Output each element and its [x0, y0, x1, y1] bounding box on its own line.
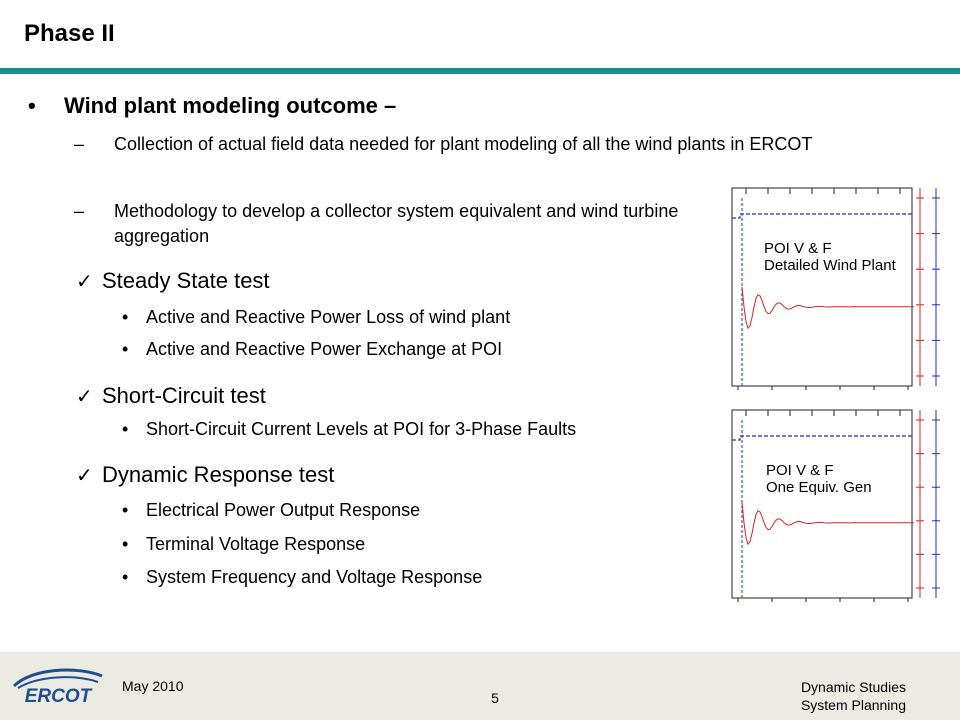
- sub-bullet-marker: •: [122, 534, 129, 554]
- dash-marker: –: [74, 201, 85, 221]
- bullet-marker: •: [28, 93, 36, 118]
- sub-item: [122, 567, 482, 588]
- dash-marker: –: [74, 134, 85, 154]
- trace-red: [742, 287, 914, 328]
- sub-item: [122, 500, 420, 521]
- sub-item: [122, 307, 510, 328]
- plot-label-line: One Equiv. Gen: [766, 479, 872, 496]
- plot-label-line: POI V & F: [766, 462, 834, 479]
- sub-item-text: System Frequency and Voltage Response: [146, 567, 483, 587]
- footer-line: Dynamic Studies: [800, 679, 906, 695]
- logo-text: ERCOT: [24, 686, 92, 707]
- sub-item-text: Short-Circuit Current Levels at POI for 3-Phase Faults: [146, 419, 577, 439]
- plot-frame: [732, 188, 912, 386]
- footer-line: System Planning: [800, 697, 906, 713]
- dash-item-text: Methodology to develop a collector system equivalent and wind turbine aggregation: [114, 201, 679, 246]
- plot-label: [766, 462, 872, 496]
- check-item-steady-state: [76, 268, 270, 294]
- plot-detailed-wind-plant: [726, 184, 946, 400]
- check-item-label: Dynamic Response test: [102, 462, 335, 487]
- footer-department: [801, 678, 906, 714]
- plot-one-equiv-gen: [726, 406, 946, 612]
- sub-item-text: Active and Reactive Power Loss of wind plant: [146, 307, 511, 327]
- footer-date: May 2010: [122, 678, 184, 694]
- trace-blue: [732, 214, 912, 218]
- check-item-label: Steady State test: [102, 268, 270, 293]
- trace-red: [742, 503, 914, 544]
- plot-label-line: POI V & F: [764, 240, 832, 257]
- plot-image: [726, 184, 946, 400]
- check-item-label: Short-Circuit test: [102, 383, 266, 408]
- sub-bullet-marker: •: [122, 419, 129, 439]
- checkmark-icon: ✓: [76, 465, 93, 487]
- sub-item: [122, 339, 502, 360]
- check-item-dynamic-response: [76, 462, 334, 488]
- plot-label: [764, 240, 896, 274]
- sub-item: [122, 534, 365, 555]
- dash-item-text: Collection of actual field data needed for plant modeling of all the wind plants in ERCOT: [114, 134, 813, 154]
- ercot-logo: [8, 664, 108, 713]
- plot-frame: [732, 410, 912, 598]
- checkmark-icon: ✓: [76, 271, 93, 293]
- sub-item-text: Active and Reactive Power Exchange at POI: [146, 339, 503, 359]
- sub-item-text: Electrical Power Output Response: [146, 500, 421, 520]
- sub-bullet-marker: •: [122, 339, 129, 359]
- sub-item-text: Terminal Voltage Response: [146, 534, 366, 554]
- slide-title: Phase II: [24, 20, 115, 47]
- title-divider: [0, 68, 960, 74]
- check-item-short-circuit: [76, 383, 266, 409]
- page-number: 5: [491, 690, 499, 706]
- sub-bullet-marker: •: [122, 500, 129, 520]
- main-bullet-text: Wind plant modeling outcome –: [64, 93, 397, 118]
- plot-label-line: Detailed Wind Plant: [764, 257, 896, 274]
- sub-bullet-marker: •: [122, 567, 129, 587]
- plot-image: [726, 406, 946, 612]
- sub-item: [122, 419, 576, 440]
- sub-bullet-marker: •: [122, 307, 129, 327]
- checkmark-icon: ✓: [76, 386, 93, 408]
- ercot-logo-icon: [8, 664, 108, 708]
- trace-blue: [732, 436, 912, 440]
